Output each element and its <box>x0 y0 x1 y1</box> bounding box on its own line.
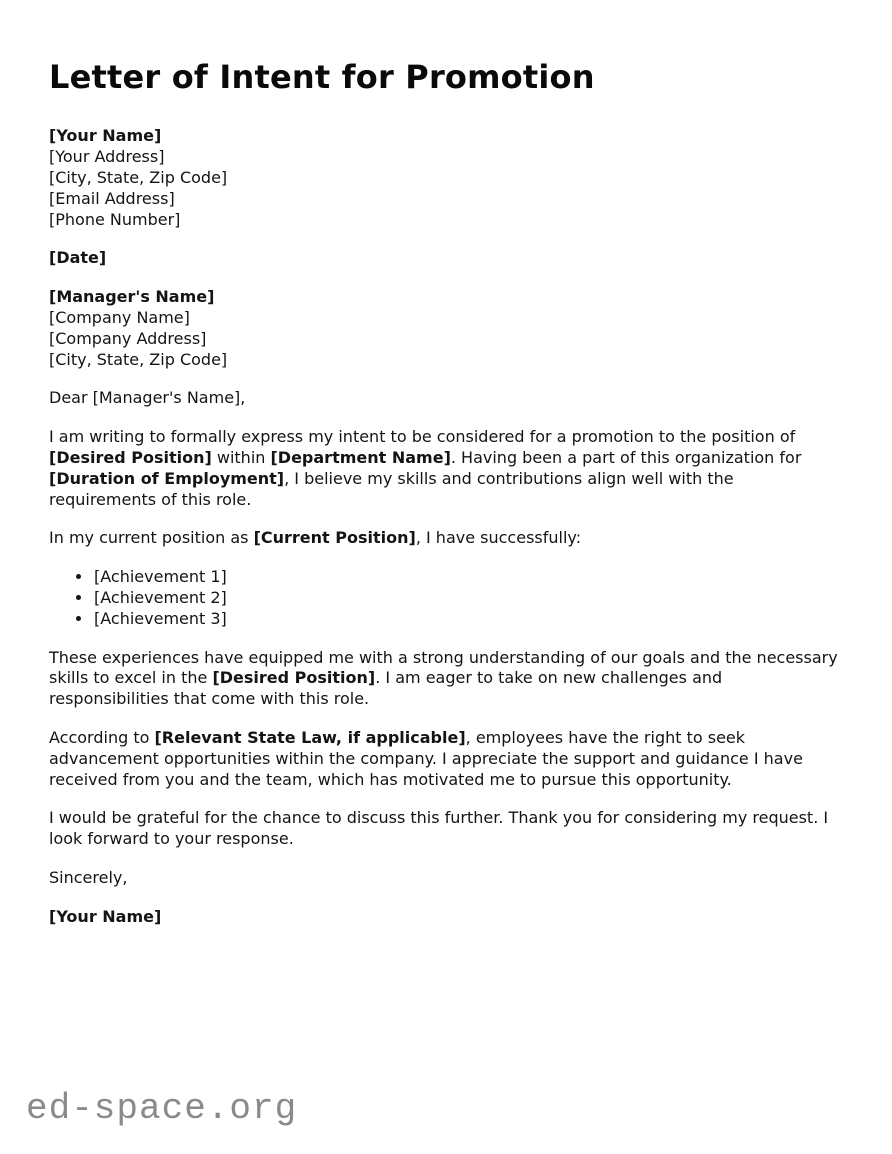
achievement-list <box>49 567 840 629</box>
paragraph-closing-request: I would be grateful for the chance to discuss this further. Thank you for considering my request. I look forward to your response. <box>49 808 829 849</box>
paragraph-current-position: In my current position as [Current Position], I have successfully: <box>49 528 582 548</box>
recipient-manager-name: [Manager's Name] <box>49 287 215 307</box>
recipient-company-name: [Company Name] <box>49 307 190 327</box>
closing: Sincerely, <box>49 867 128 887</box>
salutation: Dear [Manager's Name], <box>49 388 246 408</box>
sender-city-state-zip: [City, State, Zip Code] <box>49 167 228 187</box>
recipient-company-address: [Company Address] <box>49 328 207 348</box>
page-title: Letter of Intent for Promotion <box>49 58 595 96</box>
sender-block <box>49 126 840 230</box>
sender-address: [Your Address] <box>49 147 165 167</box>
paragraph-intro: I am writing to formally express my intent to be considered for a promotion to the position of [Desired Position] within [Department Name]. Having been a part of this organization for [Duration of Employment], I believe my skills and contributions align well with the requirements of this role. <box>49 427 802 509</box>
sender-name: [Your Name] <box>49 126 162 146</box>
watermark-site-name: ed-space.org <box>26 1088 298 1129</box>
sender-email: [Email Address] <box>49 188 175 208</box>
paragraph-state-law: According to [Relevant State Law, if applicable], employees have the right to seek advancement opportunities within the company. I appreciate the support and guidance I have received from you and the team, which has motivated me to pursue this opportunity. <box>49 727 803 789</box>
date-block <box>49 248 840 269</box>
achievement-item: • [Achievement 1] <box>93 567 840 588</box>
paragraph-experiences: These experiences have equipped me with a strong understanding of our goals and the necessary skills to excel in the [Desired Position]. I am eager to take on new challenges and responsibilities that come with this role. <box>49 647 838 709</box>
achievement-item: • [Achievement 3] <box>93 609 840 630</box>
sender-phone: [Phone Number] <box>49 209 181 229</box>
recipient-city-state-zip: [City, State, Zip Code] <box>49 349 228 369</box>
signature-name: [Your Name] <box>49 906 162 926</box>
recipient-block <box>49 287 840 370</box>
date-placeholder: [Date] <box>49 248 107 268</box>
achievement-item: • [Achievement 2] <box>93 588 840 609</box>
